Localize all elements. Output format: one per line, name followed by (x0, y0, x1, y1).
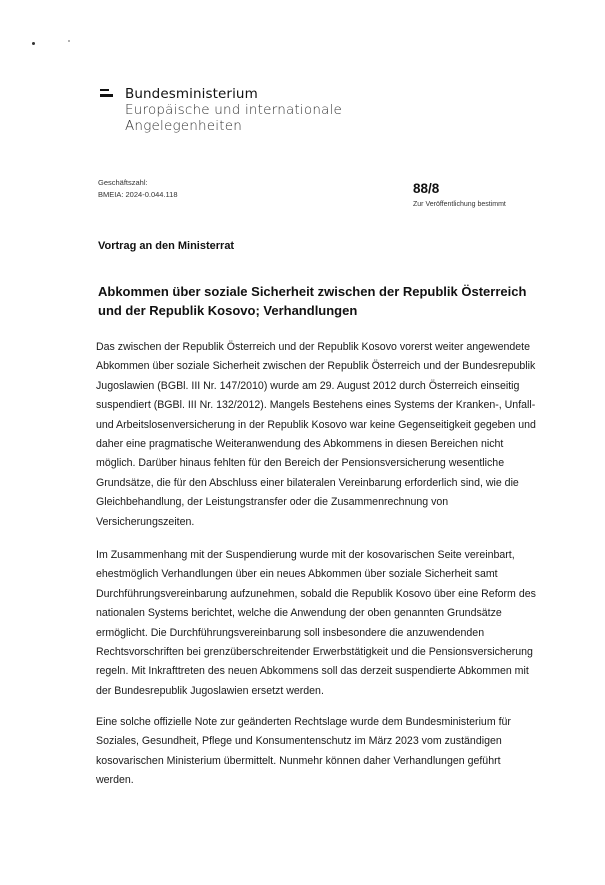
publication-note: Zur Veröffentlichung bestimmt (413, 201, 506, 208)
body-paragraph-3: Eine solche offizielle Note zur geänderten Rechtslage wurde dem Bundesministerium für Soziales, Gesundheit, Pflege und Konsumentenschutz im März 2023 vom zuständigen kosovarischen Ministerium übermittelt. Nunmehr können daher Verhandlungen geführt werden. (96, 716, 511, 787)
austrian-federal-eagle-stripes-icon (100, 89, 114, 99)
document-title: Abkommen über soziale Sicherheit zwischen der Republik Österreich und der Republik Kosovo; Verhandlungen (98, 284, 527, 318)
document-number: 88/8 (413, 181, 440, 196)
scan-speck (68, 40, 70, 42)
ministry-name-line1: Bundesministerium (125, 86, 258, 102)
ministry-name-line2: Europäische und internationale (125, 102, 343, 118)
ministry-name (125, 86, 445, 134)
document-type-heading: Vortrag an den Ministerrat (98, 240, 235, 252)
ministry-name-line3: Angelegenheiten (125, 118, 242, 134)
scan-speck (32, 42, 35, 45)
body-paragraph-2: Im Zusammenhang mit der Suspendierung wurde mit der kosovarischen Seite vereinbart, ehestmöglich Verhandlungen über ein neues Abkommen über soziale Sicherheit samt Durchführungsvereinbarung aufzunehmen, sobald die Republik Kosovo über eine Reform des nationalen Systems berichtet, welche die Anwendung der oben genannten Grundsätze ermöglicht. Die Durchführungsvereinbarung soll insbesondere die anzuwendenden Rechtsvorschriften bei grenzüberschreitender Erwerbstätigkeit und die Pensionsversicherung regeln. Mit Inkrafttreten des neuen Abkommens soll das derzeit suspendierte Abkommen mit der Bundesrepublik Jugoslawien ersetzt werden. (96, 549, 536, 697)
reference-label: Geschäftszahl: (98, 178, 148, 187)
reference-number: BMEIA: 2024-0.044.118 (98, 190, 178, 199)
reference-block (98, 177, 178, 201)
body-paragraph-1: Das zwischen der Republik Österreich und der Republik Kosovo vorerst weiter angewendete Abkommen über soziale Sicherheit zwischen der Republik Österreich und der Bundesrepublik Jugoslawien (BGBl. III Nr. 147/2010) wurde am 29. August 2012 durch Österreich einseitig suspendiert (BGBl. III Nr. 132/2012). Mangels Bestehens eines Systems der Kranken-, Unfall- und Arbeitslosenversicherung in der Republik Kosovo war keine Gegenseitigkeit gegeben und daher eine pragmatische Weiteranwendung des Abkommens in diesen Bereichen nicht möglich. Darüber hinaus fehlten für den Bereich der Pensionsversicherung wesentliche Grundsätze, die für den Abschluss einer bilateralen Vereinbarung erforderlich sind, wie die Gleichbehandlung, der Leistungstransfer oder die Zusammenrechnung von Versicherungszeiten. (96, 341, 536, 528)
document-number-block (413, 181, 506, 211)
